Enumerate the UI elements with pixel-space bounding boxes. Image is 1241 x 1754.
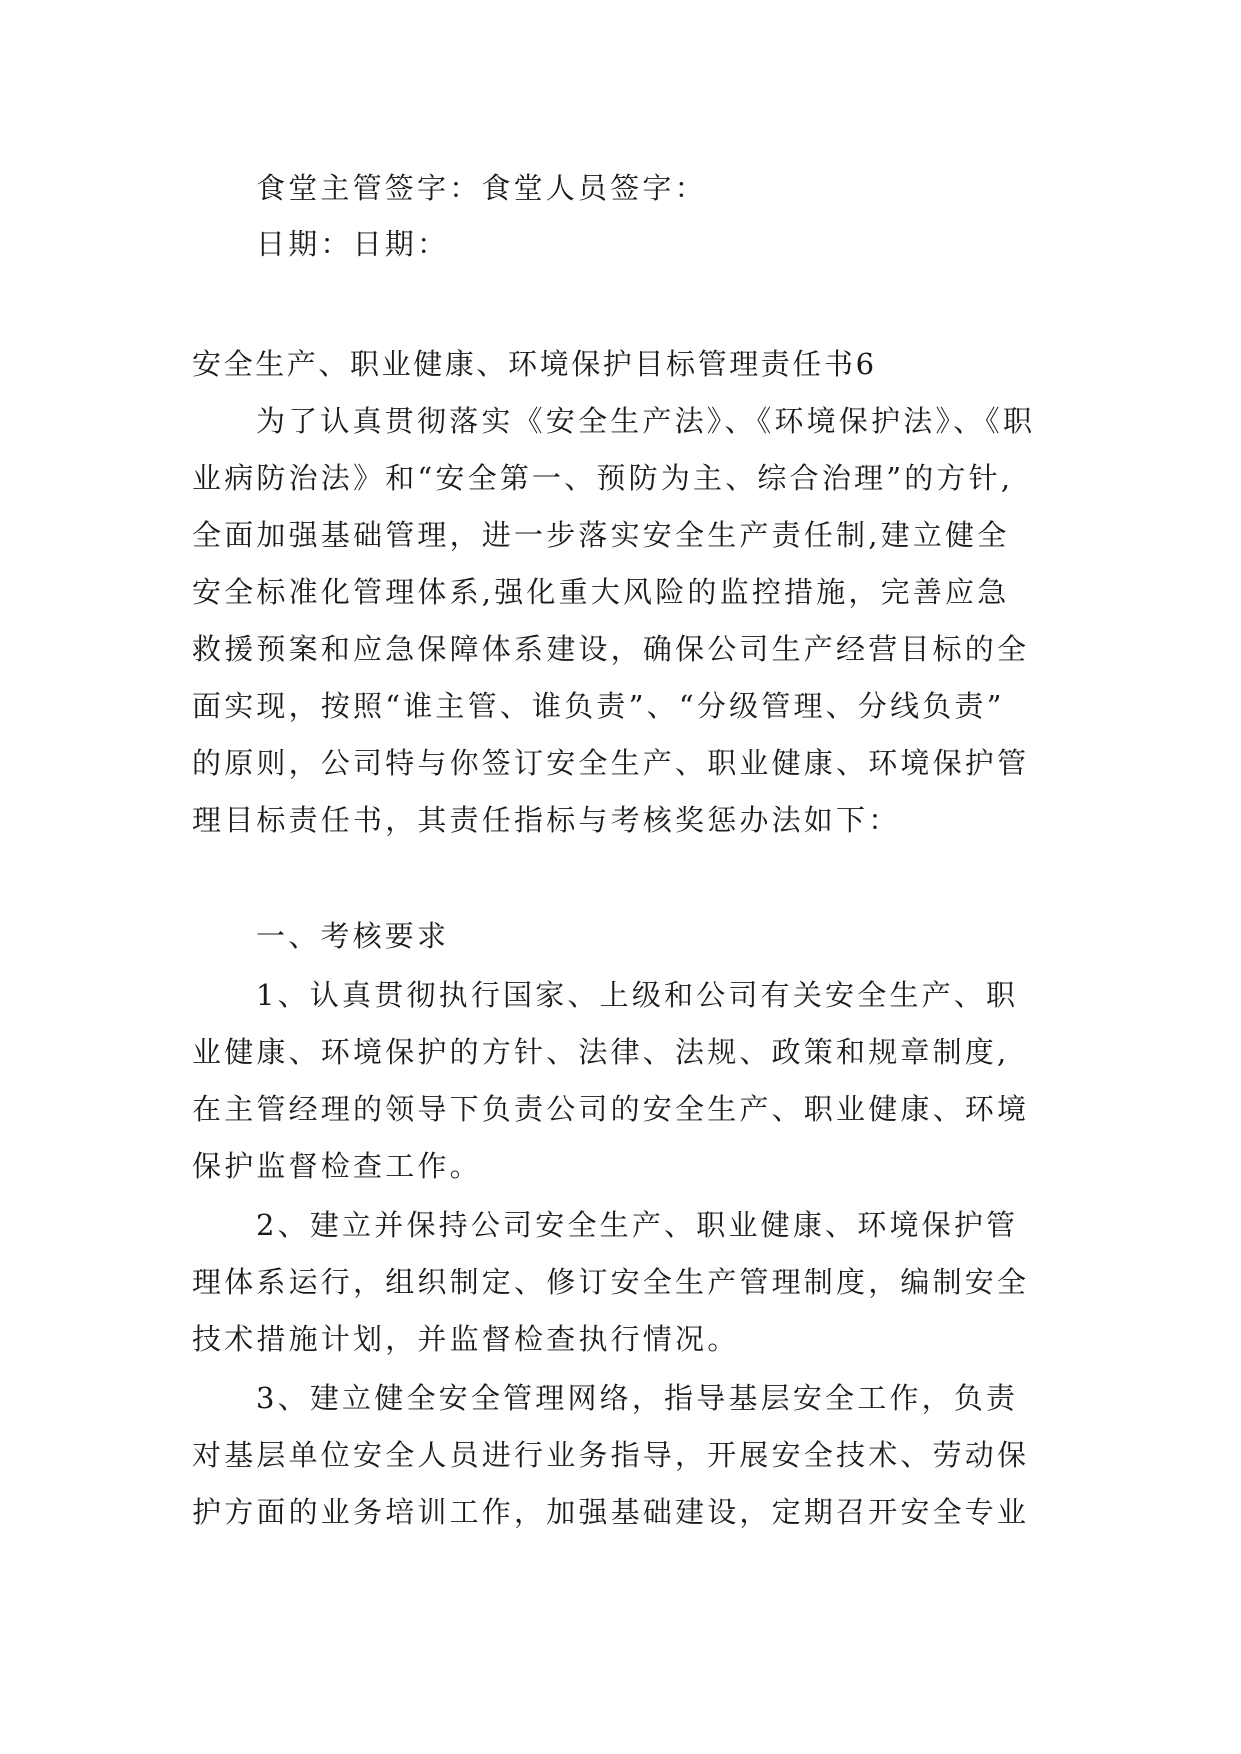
section-heading: 一、考核要求 (256, 919, 450, 953)
item-3-line: 3、建立健全安全管理网络，指导基层安全工作，负责 (256, 1381, 1019, 1415)
item-1-line: 保护监督检查工作。 (192, 1149, 482, 1183)
item-3-line: 护方面的业务培训工作，加强基础建设，定期召开安全专业 (192, 1495, 1030, 1529)
intro-line: 的原则，公司特与你签订安全生产、职业健康、环境保护管 (192, 746, 1030, 780)
item-1-line: 业健康、环境保护的方针、法律、法规、政策和规章制度, (192, 1035, 1010, 1069)
intro-line: 安全标准化管理体系,强化重大风险的监控措施，完善应急 (192, 575, 1010, 609)
item-3-line: 对基层单位安全人员进行业务指导，开展安全技术、劳动保 (192, 1438, 1030, 1472)
intro-line: 面实现，按照“谁主管、谁负责”、“分级管理、分线负责” (192, 689, 1005, 723)
item-1-line: 在主管经理的领导下负责公司的安全生产、职业健康、环境 (192, 1092, 1030, 1126)
intro-line: 救援预案和应急保障体系建设，确保公司生产经营目标的全 (192, 632, 1030, 666)
intro-line: 业病防治法》和“安全第一、预防为主、综合治理”的方针, (192, 461, 1014, 495)
item-2-line: 2、建立并保持公司安全生产、职业健康、环境保护管 (256, 1208, 1019, 1242)
intro-line: 理目标责任书，其责任指标与考核奖惩办法如下： (192, 803, 901, 837)
document-title: 安全生产、职业健康、环境保护目标管理责任书6 (192, 347, 877, 381)
item-2-line: 技术措施计划，并监督检查执行情况。 (192, 1322, 740, 1356)
signature-line: 食堂主管签字：食堂人员签字： (256, 171, 707, 205)
item-1-line: 1、认真贯彻执行国家、上级和公司有关安全生产、职 (256, 978, 1019, 1012)
intro-line: 为了认真贯彻落实《安全生产法》、《环境保护法》、《职 (256, 404, 1036, 438)
date-line: 日期：日期： (256, 227, 450, 261)
item-2-line: 理体系运行，组织制定、修订安全生产管理制度，编制安全 (192, 1265, 1030, 1299)
intro-line: 全面加强基础管理，进一步落实安全生产责任制,建立健全 (192, 518, 1010, 552)
